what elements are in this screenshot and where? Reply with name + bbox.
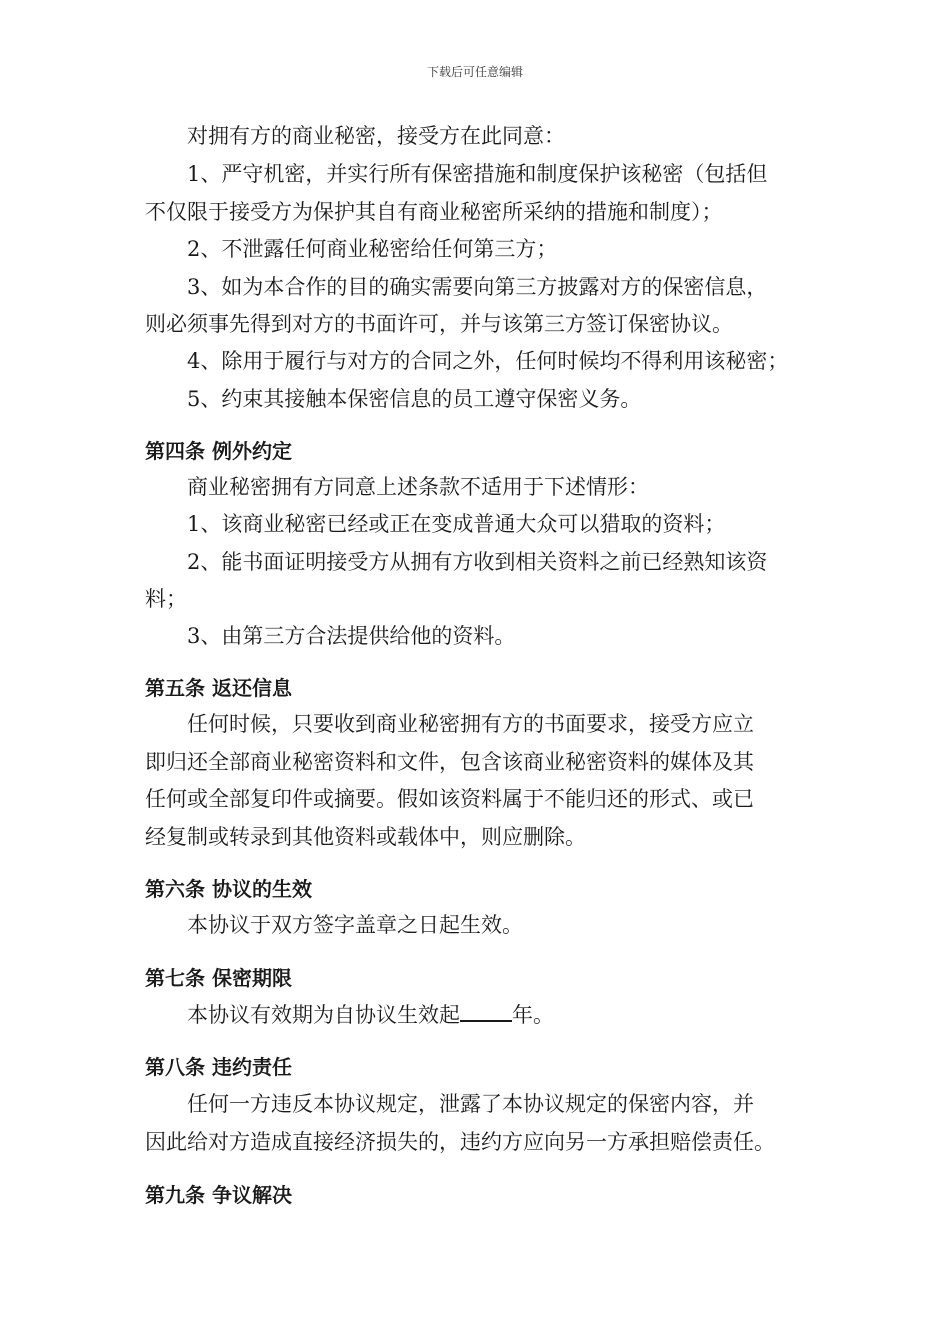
page-header: 下载后可任意编辑 (426, 65, 523, 79)
article-7-line-1 (187, 1001, 867, 1029)
article-4-item-2-cont: 料； (145, 587, 187, 611)
intro-lead: 对拥有方的商业秘密，接受方在此同意： (187, 124, 565, 148)
article-5-heading: 第五条 返还信息 (145, 676, 292, 700)
article-8-line-2: 因此给对方造成直接经济损失的，违约方应向另一方承担赔偿责任。 (145, 1130, 775, 1154)
intro-item-1-cont: 不仅限于接受方为保护其自有商业秘密所采纳的措施和制度）； (145, 200, 723, 224)
article-8-heading: 第八条 违约责任 (145, 1055, 292, 1079)
article-9-heading: 第九条 争议解决 (145, 1183, 292, 1207)
intro-item-3: 3、如为本合作的目的确实需要向第三方披露对方的保密信息， (187, 275, 768, 299)
term-years-blank (460, 1002, 512, 1022)
article-4-heading: 第四条 例外约定 (145, 439, 292, 463)
article-8-line-1: 任何一方违反本协议规定，泄露了本协议规定的保密内容，并 (187, 1092, 754, 1116)
article-4-item-3: 3、由第三方合法提供给他的资料。 (187, 624, 516, 648)
intro-item-2: 2、不泄露任何商业秘密给任何第三方； (187, 237, 558, 261)
article-4-lead: 商业秘密拥有方同意上述条款不适用于下述情形： (187, 475, 649, 499)
article-6-line-1: 本协议于双方签字盖章之日起生效。 (187, 913, 523, 937)
article-4-item-2: 2、能书面证明接受方从拥有方收到相关资料之前已经熟知该资 (187, 550, 768, 574)
article-5-line-3: 任何或全部复印件或摘要。假如该资料属于不能归还的形式、或已 (145, 787, 754, 811)
intro-item-3-cont: 则必须事先得到对方的书面许可，并与该第三方签订保密协议。 (145, 312, 733, 336)
article-5-line-4: 经复制或转录到其他资料或载体中，则应删除。 (145, 825, 586, 849)
article-7-text-after: 年。 (512, 1003, 554, 1027)
article-7-heading: 第七条 保密期限 (145, 966, 292, 990)
intro-item-1: 1、严守机密，并实行所有保密措施和制度保护该秘密（包括但 (187, 162, 768, 186)
article-4-item-1: 1、该商业秘密已经或正在变成普通大众可以猎取的资料； (187, 512, 726, 536)
article-6-heading: 第六条 协议的生效 (145, 877, 312, 901)
intro-item-4: 4、除用于履行与对方的合同之外，任何时候均不得利用该秘密； (187, 349, 789, 373)
article-5-line-2: 即归还全部商业秘密资料和文件，包含该商业秘密资料的媒体及其 (145, 750, 754, 774)
article-5-line-1: 任何时候，只要收到商业秘密拥有方的书面要求，接受方应立 (187, 712, 754, 736)
intro-item-5: 5、约束其接触本保密信息的员工遵守保密义务。 (187, 387, 642, 411)
article-7-text-before: 本协议有效期为自协议生效起 (187, 1003, 460, 1027)
